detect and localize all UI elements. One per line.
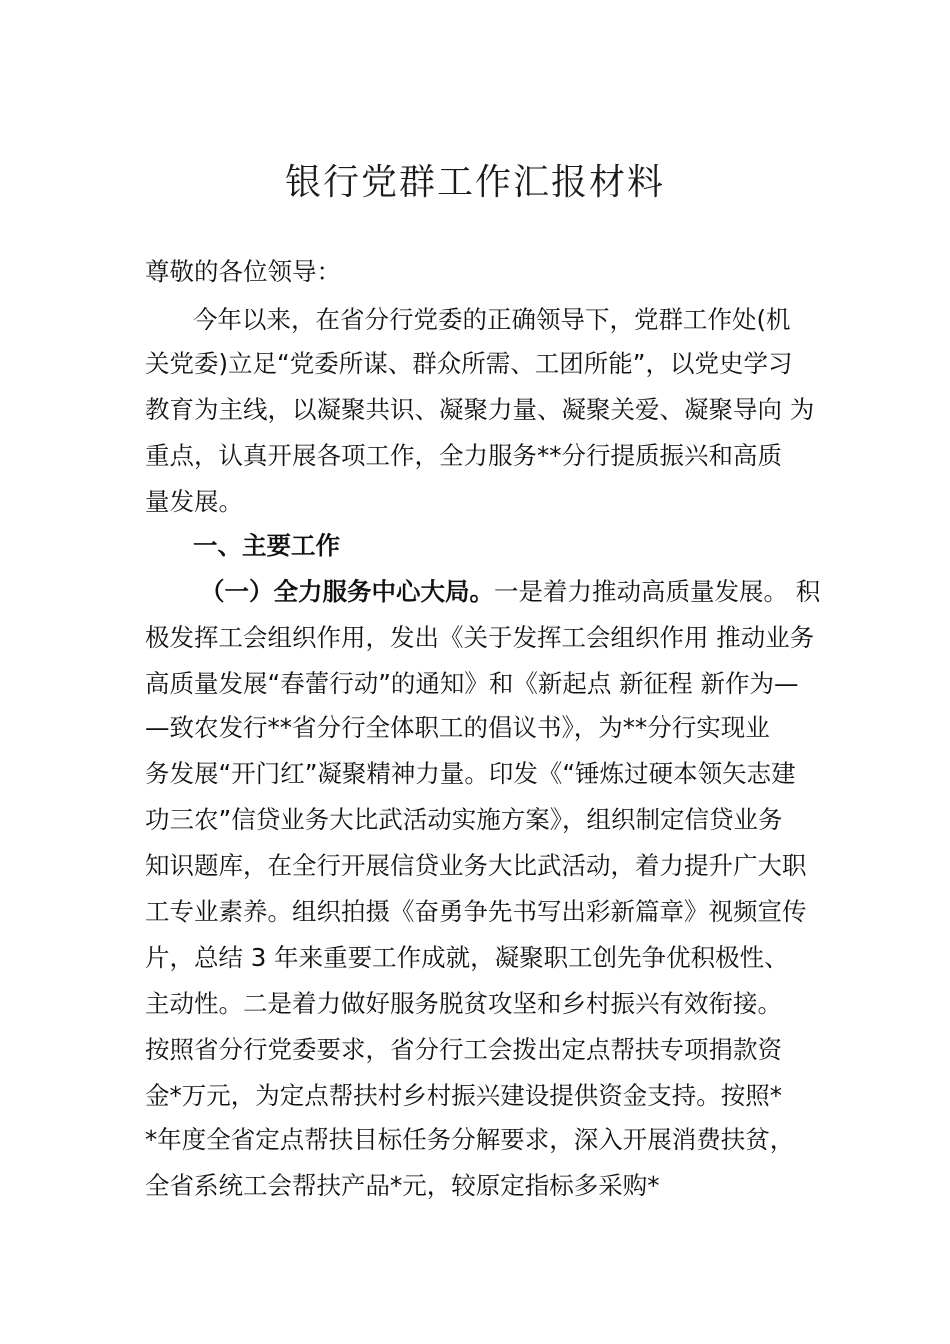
paragraph-line: 金*万元，为定点帮扶村乡村振兴建设提供资金支持。按照*: [145, 1081, 782, 1110]
paragraph-line: 关党委)立足“党委所谋、群众所需、工团所能”，以党史学习: [145, 349, 793, 378]
paragraph-line: 务发展“开门红”凝聚精神力量。印发《“锤炼过硬本领矢志建: [145, 759, 796, 788]
salutation: 尊敬的各位领导：: [145, 257, 341, 286]
paragraph-line: 功三农”信贷业务大比武活动实施方案》，组织制定信贷业务: [145, 805, 783, 834]
paragraph-line: 全省系统工会帮扶产品*元，较原定指标多采购*: [145, 1171, 660, 1200]
paragraph-line: 主动性。二是着力做好服务脱贫攻坚和乡村振兴有效衔接。: [145, 989, 782, 1018]
section-heading: 一、主要工作: [193, 531, 340, 560]
paragraph-line: 极发挥工会组织作用，发出《关于发挥工会组织作用 推动业务: [145, 623, 815, 652]
paragraph-line: 片，总结 3 年来重要工作成就，凝聚职工创先争优积极性、: [145, 943, 789, 972]
subsection-first-line: [200, 572, 820, 612]
paragraph-line: 重点，认真开展各项工作，全力服务**分行提质振兴和高质: [145, 441, 782, 470]
document-title: 银行党群工作汇报材料: [284, 162, 665, 203]
paragraph-line: 今年以来，在省分行党委的正确领导下，党群工作处(机: [193, 305, 791, 334]
paragraph-line: 教育为主线，以凝聚共识、凝聚力量、凝聚关爱、凝聚导向 为: [145, 395, 815, 424]
paragraph-line: 工专业素养。组织拍摄《奋勇争先书写出彩新篇章》视频宣传: [145, 897, 807, 926]
subsection-first-line-text: 一是着力推动高质量发展。 积: [494, 577, 821, 606]
paragraph-line: *年度全省定点帮扶目标任务分解要求，深入开展消费扶贫，: [145, 1125, 795, 1154]
paragraph-line: 量发展。: [145, 487, 243, 516]
subsection-heading: （一）全力服务中心大局。: [200, 577, 494, 606]
paragraph-line: —致农发行**省分行全体职工的倡议书》，为**分行实现业: [145, 713, 770, 742]
paragraph-line: 高质量发展“春蕾行动”的通知》和《新起点 新征程 新作为—: [145, 669, 799, 698]
paragraph-line: 知识题库，在全行开展信贷业务大比武活动，着力提升广大职: [145, 851, 807, 880]
paragraph-line: 按照省分行党委要求，省分行工会拨出定点帮扶专项捐款资: [145, 1035, 782, 1064]
